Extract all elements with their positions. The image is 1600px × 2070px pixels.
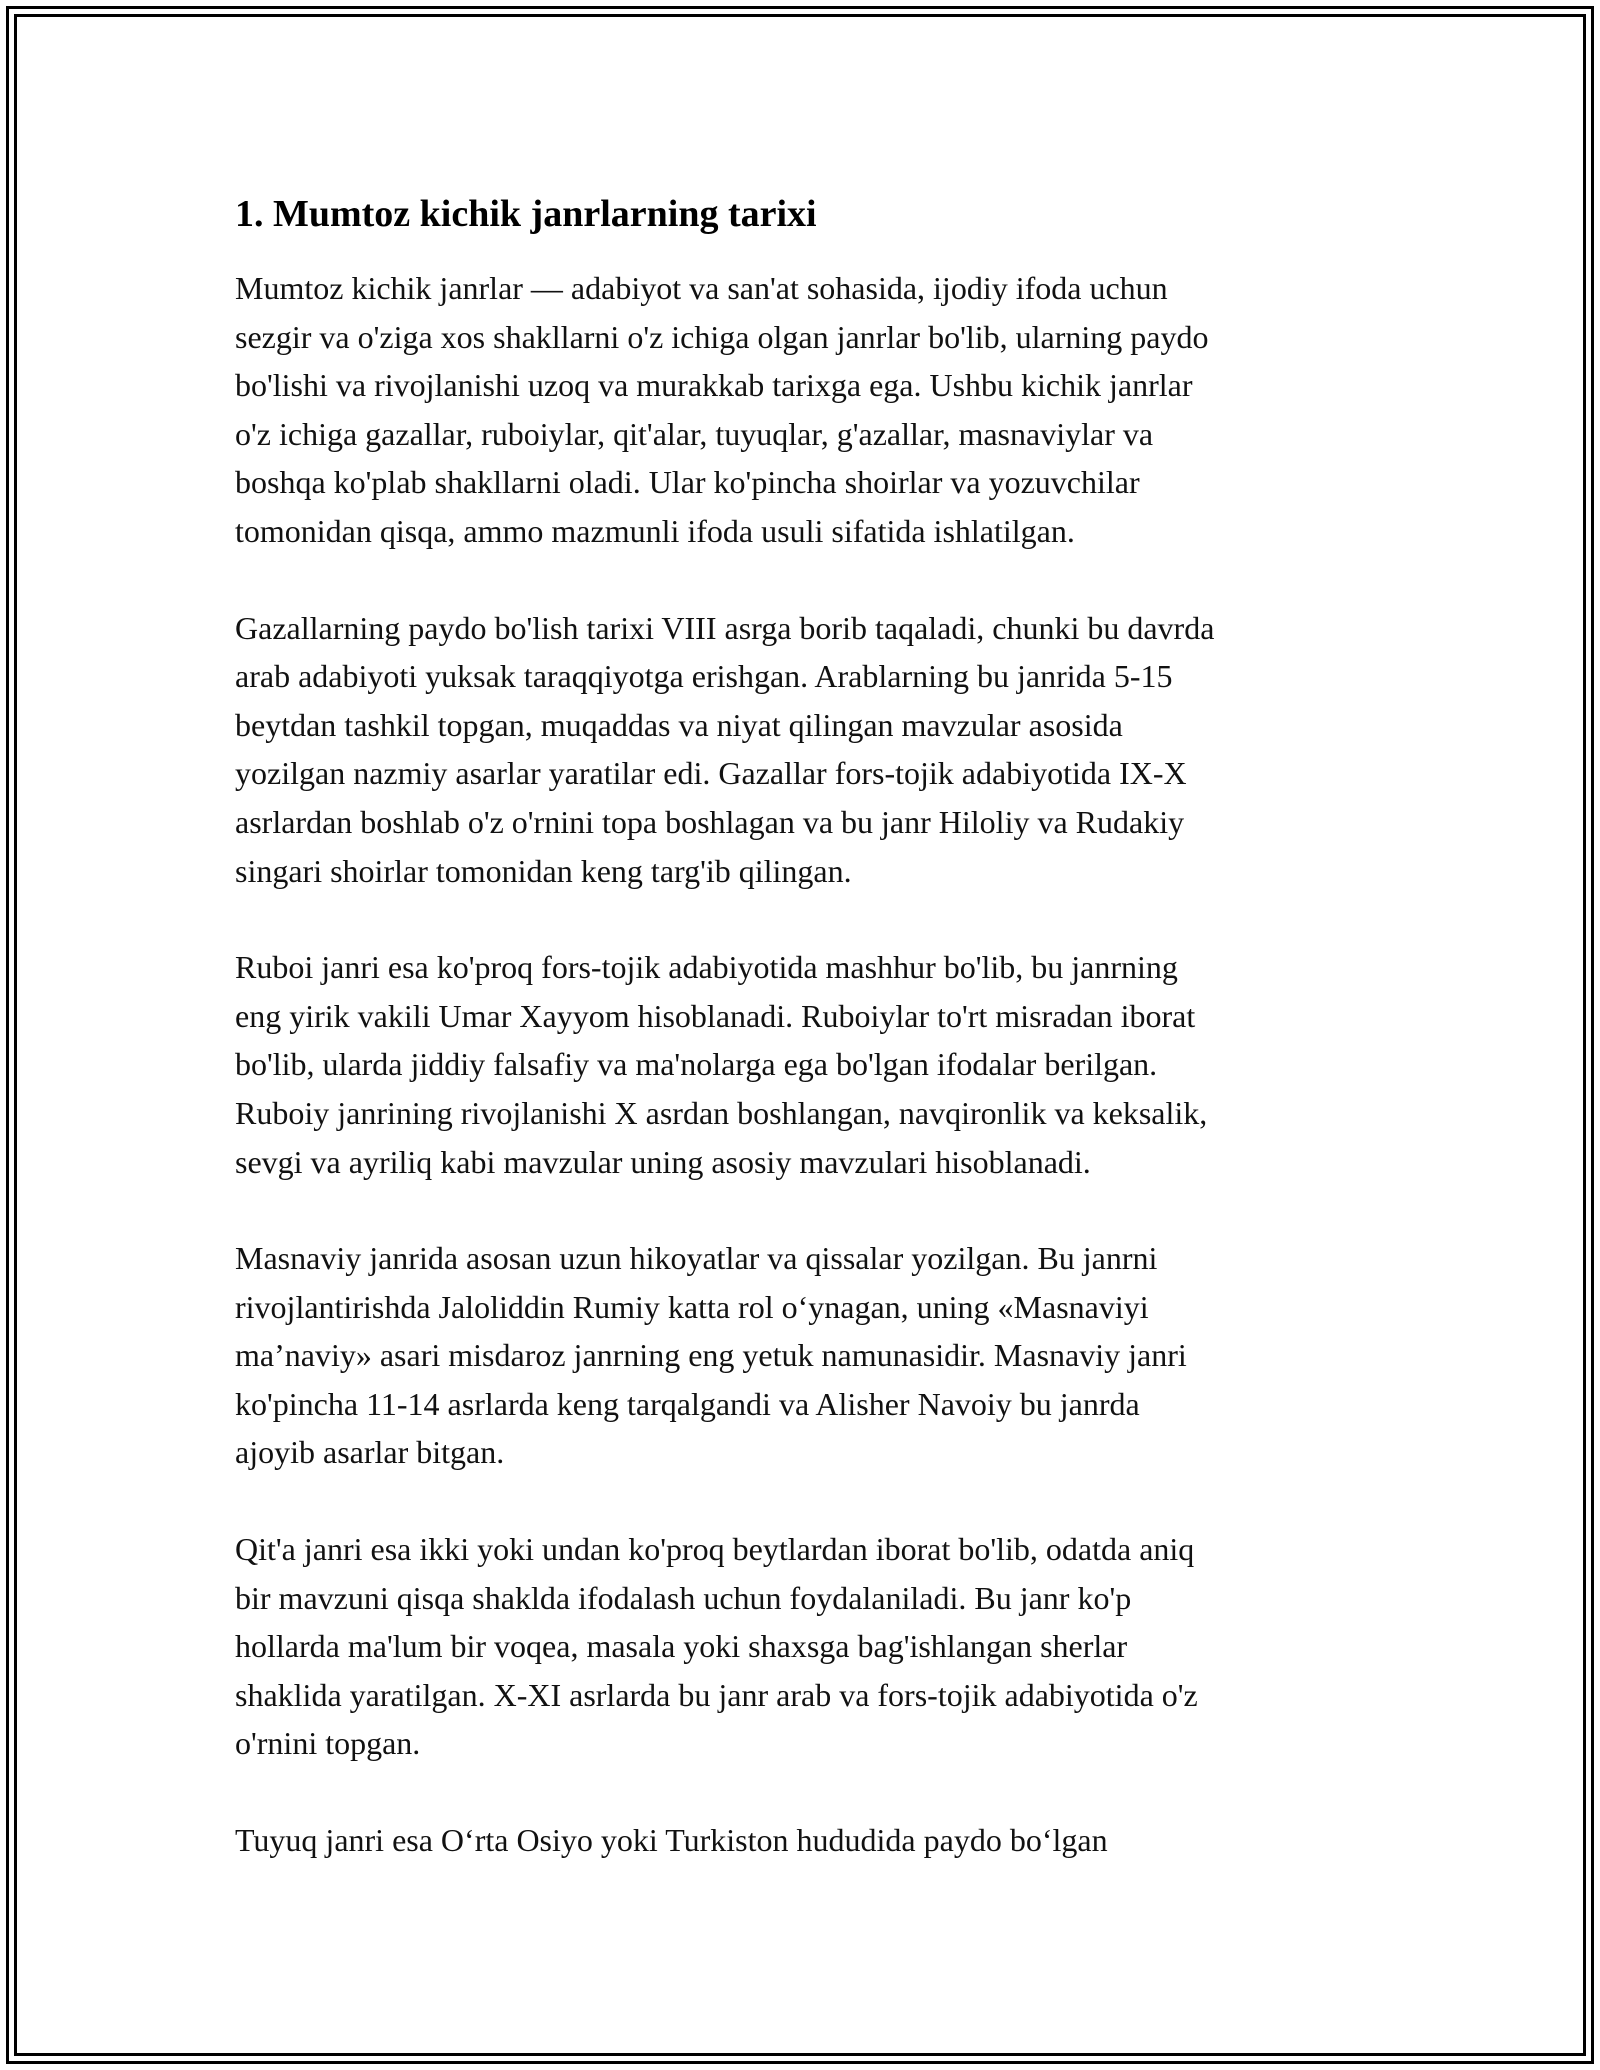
paragraph-gazal: Gazallarning paydo bo'lish tarixi VIII asrga borib taqaladi, chunki bu davrda arab adabiyoti yuksak taraqqiyotga erishgan. Arablarning bu janrida 5-15 beytdan tashkil topgan, muqaddas va niyat qilingan mavzular asosida yozilgan nazmiy asarlar yaratilar edi. Gazallar fors-tojik adabiyotida IX-X asrlardan boshlab o'z o'rnini topa boshlagan va bu janr Hiloliy va Rudakiy singari shoirlar tomonidan keng targ'ib qilingan. [235, 609, 1215, 889]
paragraph-qita: Qit'a janri esa ikki yoki undan ko'proq beytlardan iborat bo'lib, odatda aniq bir mavzuni qisqa shaklda ifodalash uchun foydalaniladi. Bu janr ko'p hollarda ma'lum bir voqea, masala yoki shaxsga bag'ishlangan sherlar shaklida yaratilgan. X-XI asrlarda bu janr arab va fors-tojik adabiyotida o'z o'rnini topgan. [235, 1531, 1198, 1762]
section-heading: 1. Mumtoz kichik janrlarning tarixi [235, 193, 817, 235]
paragraph-ruboi: Ruboi janri esa ko'proq fors-tojik adabiyotida mashhur bo'lib, bu janrning eng yirik vakili Umar Xayyom hisoblanadi. Ruboiylar to'rt misradan iborat bo'lib, ularda jiddiy falsafiy va ma'nolarga ega bo'lgan ifodalar berilgan. Ruboiy janrining rivojlanishi X asrdan boshlangan, navqironlik va keksalik, sevgi va ayriliq kabi mavzular uning asosiy mavzulari hisoblanadi. [235, 949, 1208, 1180]
paragraph-tuyuq: Tuyuq janri esa O‘rta Osiyo yoki Turkiston hududida paydo bo‘lgan [235, 1822, 1108, 1859]
document-body [235, 186, 1375, 1865]
paragraph-intro: Mumtoz kichik janrlar — adabiyot va san'at sohasida, ijodiy ifoda uchun sezgir va o'ziga xos shakllarni o'z ichiga olgan janrlar bo'lib, ularning paydo bo'lishi va rivojlanishi uzoq va murakkab tarixga ega. Ushbu kichik janrlar o'z ichiga gazallar, ruboiylar, qit'alar, tuyuqlar, g'azallar, masnaviylar va boshqa ko'plab shakllarni oladi. Ular ko'pincha shoirlar va yozuvchilar tomonidan qisqa, ammo mazmunli ifoda usuli sifatida ishlatilgan. [235, 270, 1209, 549]
paragraph-masnaviy: Masnaviy janrida asosan uzun hikoyatlar va qissalar yozilgan. Bu janrni rivojlantirishda Jaloliddin Rumiy katta rol o‘ynagan, uning «Masnaviyi ma’naviy» asari misdaroz janrning eng yetuk namunasidir. Masnaviy janri ko'pincha 11-14 asrlarda keng tarqalgandi va Alisher Navoiy bu janrda ajoyib asarlar bitgan. [235, 1240, 1187, 1471]
